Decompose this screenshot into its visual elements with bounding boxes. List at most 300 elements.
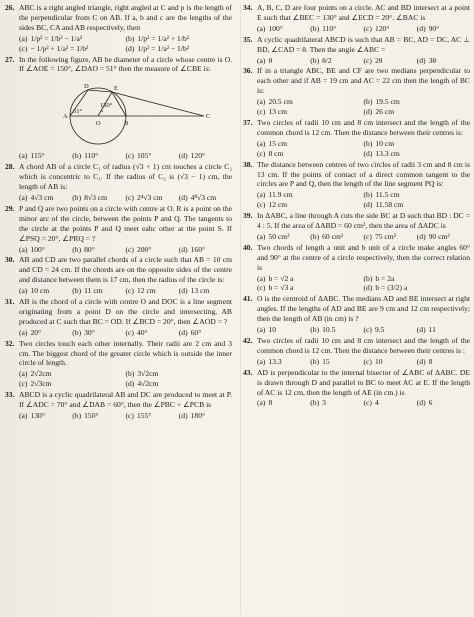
option-text: 110° <box>84 151 99 161</box>
question-number: 26. <box>5 3 15 12</box>
option-text: 40° <box>136 327 148 337</box>
option-label: (b) <box>363 273 373 283</box>
question-text: In the following figure, AB be diameter of a circle whose centre is O. If ∠AOE = 150°, ∠DAO = 51° then the measure of ∠CBE is: <box>19 54 232 74</box>
option-label: (b) <box>310 231 320 241</box>
answer-option[interactable] <box>19 245 72 255</box>
option-label: (a) <box>19 33 28 43</box>
question-text: Two chords of length a unit and b unit of a circle make angles 60° and 90° at the centre of a circle respectively, then the correct relation is <box>257 242 470 272</box>
options-grid <box>257 24 470 34</box>
option-label: (b) <box>310 356 320 366</box>
answer-option[interactable] <box>126 151 179 161</box>
answer-option[interactable] <box>72 193 125 203</box>
option-text: 26 cm <box>375 107 395 117</box>
answer-option[interactable] <box>179 411 232 421</box>
answer-option[interactable] <box>257 283 364 293</box>
option-label: (c) <box>125 192 134 202</box>
answer-option[interactable] <box>126 44 233 54</box>
answer-option[interactable] <box>19 286 72 296</box>
option-text: 10 cm <box>375 138 395 148</box>
option-text: b = √3 a <box>268 283 294 293</box>
question-number: 27. <box>5 54 15 64</box>
answer-option[interactable] <box>364 97 471 107</box>
question-item <box>5 162 232 203</box>
answer-option[interactable] <box>364 200 471 210</box>
option-label: (d) <box>178 327 188 337</box>
option-text: 3 <box>322 398 326 408</box>
question-text: If in a triangle ABC, BE and CF are two medians perpendicular to each other and if AB = 19 cm and AC = 22 cm then the length of BC is: <box>257 66 470 96</box>
answer-option[interactable] <box>364 190 471 200</box>
option-label: (a) <box>19 369 28 379</box>
options-grid <box>257 232 470 242</box>
option-text: 11 <box>428 325 436 335</box>
question-body <box>19 3 232 54</box>
question-number: 32. <box>5 338 15 348</box>
option-text: 100° <box>268 23 283 33</box>
option-text: 155° <box>136 411 152 420</box>
option-text: 75 cm² <box>374 231 396 241</box>
answer-option[interactable] <box>126 286 179 296</box>
option-text: 120° <box>374 23 390 33</box>
question-item <box>243 35 470 66</box>
option-label: (d) <box>125 43 135 53</box>
circle-diagram <box>26 76 226 150</box>
question-number: 30. <box>5 255 15 265</box>
answer-option[interactable] <box>417 357 470 367</box>
answer-option[interactable] <box>364 24 417 34</box>
option-text: 8 <box>428 356 433 366</box>
option-text: 1/p² = 1/a² − 1/b² <box>137 43 190 53</box>
answer-option[interactable] <box>257 357 310 367</box>
figure-label-A: A <box>62 113 68 121</box>
answer-option[interactable] <box>364 274 471 284</box>
question-text: ABC is a right angled triangle, right angled at C and p is the length of the perpendicular from C on AB. If a, b and c are the lengths of the sides BC, CA and AB respectively, then <box>19 3 232 32</box>
answer-option[interactable] <box>126 379 233 389</box>
answer-option[interactable] <box>126 369 233 379</box>
option-text: θ <box>268 55 273 65</box>
answer-option[interactable] <box>179 245 232 255</box>
options-grid <box>19 34 232 54</box>
question-body <box>257 66 470 117</box>
question-item <box>5 3 232 54</box>
answer-option[interactable] <box>417 56 470 66</box>
question-item <box>5 55 232 162</box>
option-label: (d) <box>363 200 373 210</box>
option-label: (c) <box>363 23 372 33</box>
answer-option[interactable] <box>257 274 364 284</box>
option-label: (c) <box>125 151 134 161</box>
option-label: (b) <box>310 325 320 335</box>
option-text: 1/p² = 1/a² + 1/b² <box>137 33 190 43</box>
option-text: 4 <box>374 398 379 408</box>
option-label: (a) <box>257 138 266 148</box>
question-item <box>243 118 470 159</box>
options-grid <box>19 245 232 255</box>
option-text: 11.5 cm <box>375 190 400 200</box>
option-text: 9.5 <box>374 325 385 335</box>
option-text: 50 cm² <box>268 231 290 241</box>
answer-option[interactable] <box>179 286 232 296</box>
option-text: 8 cm <box>268 148 284 158</box>
answer-option[interactable] <box>19 34 126 44</box>
option-label: (a) <box>19 192 28 202</box>
options-grid <box>257 325 470 335</box>
answer-option[interactable] <box>72 328 125 338</box>
answer-option[interactable] <box>310 325 363 335</box>
option-label: (b) <box>310 23 320 33</box>
options-grid <box>19 151 232 161</box>
answer-option[interactable] <box>310 232 363 242</box>
option-text: 12 cm <box>268 200 288 210</box>
answer-option[interactable] <box>19 411 72 421</box>
question-body <box>257 35 470 66</box>
option-label: (d) <box>363 283 373 293</box>
question-body <box>257 336 470 367</box>
answer-option[interactable] <box>364 325 417 335</box>
option-label: (b) <box>310 398 320 408</box>
option-text: θ/2 <box>322 55 332 65</box>
answer-option[interactable] <box>72 411 125 421</box>
question-text: AB and CD are two parallel chords of a circle such that AB = 10 cm and CD = 24 cm. If the chords are on the opposite sides of the centre and distance between them is 17 cm, then the radius of the circle is: <box>19 255 232 285</box>
answer-option[interactable] <box>19 151 72 161</box>
options-grid <box>19 411 232 421</box>
question-body <box>257 118 470 159</box>
option-text: 11.58 cm <box>375 200 404 210</box>
option-text: 2θ <box>374 55 383 65</box>
option-text: 110° <box>322 23 337 33</box>
option-text: 15 cm <box>268 138 288 148</box>
option-label: (b) <box>72 151 82 161</box>
figure-label-D: D <box>83 83 89 91</box>
answer-option[interactable] <box>126 328 179 338</box>
answer-option[interactable] <box>364 357 417 367</box>
question-body <box>257 294 470 335</box>
option-text: 10 <box>268 325 277 335</box>
option-text: 60° <box>190 327 202 337</box>
option-text: b = (3/2) a <box>375 283 408 293</box>
option-label: (a) <box>257 398 266 408</box>
answer-option[interactable] <box>179 328 232 338</box>
options-grid <box>257 97 470 117</box>
option-text: 15 <box>322 356 330 366</box>
option-text: 11 cm <box>84 286 103 296</box>
question-number: 38. <box>243 159 253 169</box>
option-text: 100° <box>30 244 45 254</box>
option-text: 2√3cm <box>30 379 52 389</box>
option-text: b = 2a <box>375 273 395 283</box>
option-text: 20° <box>30 327 42 337</box>
option-text: 10.5 <box>322 325 336 335</box>
option-label: (c) <box>257 148 266 158</box>
question-number: 29. <box>5 203 15 213</box>
question-item <box>243 243 470 294</box>
option-text: 4⁸√3 cm <box>190 192 217 202</box>
question-body <box>19 162 232 203</box>
question-number: 34. <box>243 3 253 12</box>
option-label: (c) <box>257 200 266 210</box>
answer-option[interactable] <box>72 151 125 161</box>
question-body <box>19 255 232 296</box>
question-number: 40. <box>243 242 253 252</box>
option-label: (b) <box>72 244 82 254</box>
option-label: (a) <box>257 97 266 107</box>
option-label: (a) <box>257 325 266 335</box>
answer-option[interactable] <box>417 24 470 34</box>
option-label: (d) <box>178 192 188 202</box>
options-grid <box>257 56 470 66</box>
option-label: (c) <box>363 231 372 241</box>
option-label: (a) <box>19 286 28 296</box>
answer-option[interactable] <box>364 232 417 242</box>
option-text: 90 cm² <box>428 231 450 241</box>
option-text: 10 <box>374 356 383 366</box>
question-text: ABCD is a cyclic quadrilateral AB and DC are produced to meet at P. If ∠ADC = 70° and ∠DAB = 60°, then the ∠PBC + ∠PCB is <box>19 390 232 410</box>
options-grid <box>19 193 232 203</box>
answer-option[interactable] <box>364 139 471 149</box>
option-label: (d) <box>416 231 426 241</box>
option-label: (d) <box>416 55 426 65</box>
option-label: (b) <box>125 33 135 43</box>
option-label: (b) <box>363 190 373 200</box>
answer-option[interactable] <box>257 97 364 107</box>
question-body <box>257 3 470 34</box>
question-text: Two circles of radii 10 cm and 8 cm intersect and the length of the common chord is 12 cm. Then the distance between their centres is : <box>257 336 470 355</box>
question-item <box>243 160 470 211</box>
option-text: 3√2cm <box>137 369 159 379</box>
answer-option[interactable] <box>19 44 126 54</box>
option-label: (a) <box>19 327 28 337</box>
options-grid <box>257 139 470 159</box>
option-label: (a) <box>257 23 266 33</box>
figure-label-C: C <box>205 113 210 121</box>
figure-label-angle-a: 51° <box>72 108 82 116</box>
option-text: 13 cm <box>268 107 288 117</box>
option-label: (d) <box>178 151 188 161</box>
answer-option[interactable] <box>364 56 417 66</box>
question-text: A, B, C, D are four points on a circle. AC and BD intersect at a point E such that ∠BEC = 130° and ∠ECD = 20°. ∠BAC is <box>257 3 470 22</box>
options-grid <box>257 357 470 367</box>
circle-figure <box>19 76 232 150</box>
answer-option[interactable] <box>310 56 363 66</box>
option-label: (c) <box>257 107 266 117</box>
option-text: 160° <box>190 244 206 254</box>
answer-option[interactable] <box>126 34 233 44</box>
answer-option[interactable] <box>257 325 310 335</box>
option-text: 90° <box>428 23 440 33</box>
option-label: (d) <box>125 379 135 389</box>
option-label: (c) <box>19 43 28 53</box>
option-text: 13.3 cm <box>375 148 400 158</box>
question-text: O is the centroid of ΔABC. The medians AD and BE intersect at right angles. If the lengths of AD and BE are 9 cm and 12 cm respectively; then the length of AB (in cm) is ? <box>257 294 470 324</box>
question-number: 43. <box>243 367 253 377</box>
answer-option[interactable] <box>364 398 417 408</box>
options-grid <box>257 398 470 408</box>
answer-option[interactable] <box>19 379 126 389</box>
option-label: (c) <box>363 356 372 366</box>
right-column <box>240 3 470 615</box>
question-text: AD is perpendicular to the internal bisector of ∠ABC of ΔABC. DE is drawn through D and parallel to BC to meet AC at E. If the length of AC is 12 cm, then the length of AE (in cm.) is <box>257 367 470 397</box>
answer-option[interactable] <box>257 190 364 200</box>
question-number: 39. <box>243 211 253 221</box>
options-grid <box>19 286 232 296</box>
option-label: (a) <box>19 244 28 254</box>
question-number: 31. <box>5 297 15 307</box>
option-label: (d) <box>363 107 373 117</box>
question-body <box>257 243 470 294</box>
option-text: 13.3 <box>268 356 282 366</box>
question-body <box>19 55 232 162</box>
question-item <box>243 336 470 367</box>
option-label: (c) <box>19 379 28 389</box>
option-label: (b) <box>363 97 373 107</box>
chord-eb <box>112 92 126 116</box>
answer-option[interactable] <box>257 232 310 242</box>
question-text: A chord AB of a circle C₁ of radius (√3 + 1) cm touches a circle C₂ which is concentric to C₁. If the radius of C₂ is (√3 − 1) cm, the length of AB is: <box>19 162 232 192</box>
question-item <box>5 390 232 421</box>
option-label: (c) <box>125 327 134 337</box>
option-text: 80° <box>84 244 95 254</box>
answer-option[interactable] <box>19 369 126 379</box>
option-label: (c) <box>363 398 372 408</box>
option-text: 180° <box>190 411 206 420</box>
option-label: (d) <box>416 325 426 335</box>
answer-option[interactable] <box>257 139 364 149</box>
option-label: (b) <box>363 138 373 148</box>
option-text: 6 <box>428 398 433 408</box>
figure-label-E: E <box>113 85 118 93</box>
option-label: (d) <box>416 398 426 408</box>
option-label: (d) <box>363 148 373 158</box>
options-grid <box>257 274 470 294</box>
option-label: (c) <box>363 325 372 335</box>
option-text: 2√2cm <box>30 369 52 379</box>
option-text: 120° <box>190 151 206 161</box>
question-body <box>19 390 232 421</box>
options-grid <box>19 328 232 338</box>
option-text: 4√2cm <box>137 379 159 389</box>
option-label: (c) <box>125 244 134 254</box>
option-text: 19.5 cm <box>375 97 400 107</box>
answer-option[interactable] <box>417 325 470 335</box>
option-label: (b) <box>72 286 82 296</box>
question-item <box>243 294 470 335</box>
question-item <box>5 204 232 255</box>
question-number: 35. <box>243 34 253 44</box>
option-text: 4√3 cm <box>30 192 54 202</box>
option-text: 105° <box>136 151 152 161</box>
option-label: (a) <box>257 273 266 283</box>
question-text: AB is the chord of a circle with centre O and DOC is a line segment originating from a point D on the circle and intersecting, AB produced at C such that BC = OD. If ∠BCD = 20°, then ∠AOD = ? <box>19 297 232 326</box>
answer-option[interactable] <box>364 283 471 293</box>
answer-option[interactable] <box>364 107 471 117</box>
answer-option[interactable] <box>179 193 232 203</box>
options-grid <box>19 369 232 389</box>
option-label: (a) <box>257 55 266 65</box>
option-label: (d) <box>416 356 426 366</box>
option-text: 11.9 cm <box>268 190 293 200</box>
option-label: (a) <box>257 231 266 241</box>
option-label: (a) <box>257 190 266 200</box>
answer-option[interactable] <box>257 56 310 66</box>
option-text: 3θ <box>428 55 437 65</box>
answer-option[interactable] <box>310 24 363 34</box>
figure-label-O: O <box>95 120 101 128</box>
question-item <box>243 66 470 117</box>
option-label: (c) <box>125 411 134 420</box>
option-text: 30° <box>84 327 95 337</box>
answer-option[interactable] <box>19 193 72 203</box>
question-body <box>257 368 470 409</box>
option-text: 60 cm² <box>322 231 344 241</box>
answer-option[interactable] <box>72 245 125 255</box>
question-body <box>257 211 470 242</box>
question-number: 42. <box>243 336 253 345</box>
answer-option[interactable] <box>179 151 232 161</box>
option-text: 12 cm <box>136 286 156 296</box>
option-text: 150° <box>84 411 99 420</box>
figure-label-B: B <box>123 120 128 128</box>
option-label: (b) <box>72 411 82 420</box>
answer-option[interactable] <box>126 245 179 255</box>
question-number: 33. <box>5 390 15 400</box>
answer-option[interactable] <box>310 357 363 367</box>
answer-option[interactable] <box>417 398 470 408</box>
option-label: (b) <box>72 327 82 337</box>
answer-option[interactable] <box>19 328 72 338</box>
option-label: (a) <box>257 356 266 366</box>
question-item <box>243 3 470 34</box>
option-text: 130° <box>30 411 45 420</box>
question-body <box>19 204 232 255</box>
option-label: (c) <box>363 55 372 65</box>
option-text: 10 cm <box>30 286 50 296</box>
option-text: 8√3 cm <box>84 192 108 202</box>
option-label: (c) <box>125 286 134 296</box>
answer-option[interactable] <box>310 398 363 408</box>
option-label: (d) <box>178 286 188 296</box>
answer-option[interactable] <box>257 398 310 408</box>
answer-option[interactable] <box>257 107 364 117</box>
option-text: − 1/p² + 1/a² = 1/b² <box>30 43 89 53</box>
question-item <box>5 297 232 338</box>
option-text: 2⁴√3 cm <box>136 192 163 202</box>
question-text: In ΔABC, a line through A cuts the side BC at D such that BD : DC = 4 : 5. If the area of ΔABD = 60 cm², then the area of ΔADC is <box>257 211 470 231</box>
option-label: (d) <box>178 411 188 420</box>
option-text: 8 <box>268 398 273 408</box>
answer-option[interactable] <box>257 24 310 34</box>
question-text: The distance between centres of two circles of radii 3 cm and 8 cm is 13 cm. If the points of contact of a direct common tangent to the circles are P and Q, then the length of the line segment PQ is: <box>257 159 470 189</box>
answer-option[interactable] <box>257 149 364 159</box>
question-body <box>19 339 232 390</box>
answer-option[interactable] <box>72 286 125 296</box>
option-label: (d) <box>416 23 426 33</box>
answer-option[interactable] <box>126 193 179 203</box>
options-grid <box>257 190 470 210</box>
option-label: (a) <box>19 411 28 420</box>
answer-option[interactable] <box>126 411 179 421</box>
option-text: 115° <box>30 151 45 161</box>
option-text: 1/p² = 1/b² − 1/a² <box>30 33 83 43</box>
answer-option[interactable] <box>417 232 470 242</box>
question-number: 37. <box>243 117 253 127</box>
question-number: 28. <box>5 162 15 172</box>
option-label: (b) <box>125 369 135 379</box>
question-number: 36. <box>243 66 253 76</box>
option-label: (b) <box>310 55 320 65</box>
answer-option[interactable] <box>364 149 471 159</box>
question-body <box>19 297 232 338</box>
answer-option[interactable] <box>257 200 364 210</box>
question-body <box>257 160 470 211</box>
